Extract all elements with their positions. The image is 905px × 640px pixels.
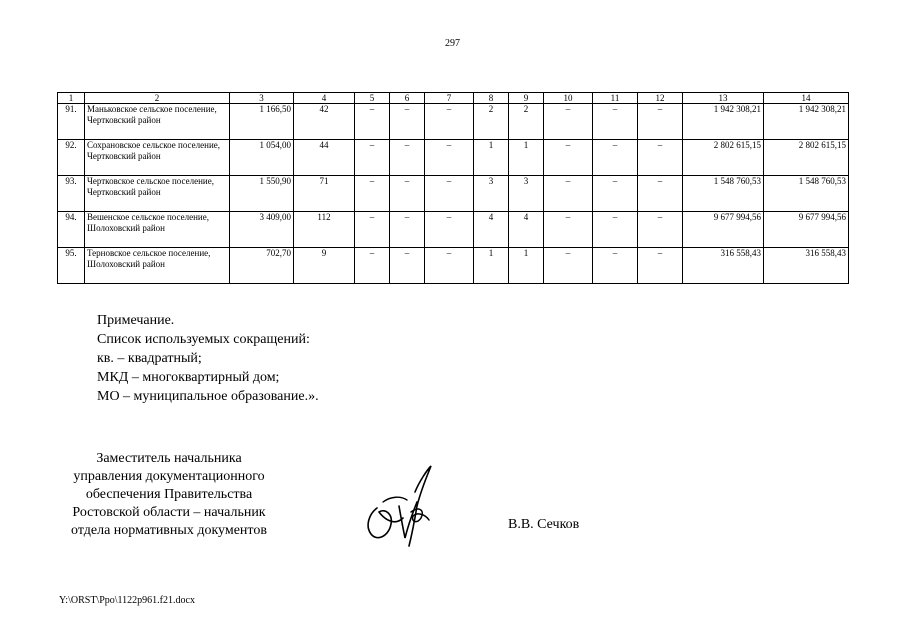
table-cell: 1 [474, 140, 509, 176]
table-row [58, 104, 849, 140]
row-number-cell: 92. [58, 140, 85, 176]
table-cell: 4 [474, 212, 509, 248]
column-number-header: 5 [355, 93, 390, 104]
table-cell: 2 802 615,15 [683, 140, 764, 176]
table-cell: – [593, 104, 638, 140]
table-cell: 1 [509, 140, 544, 176]
table-cell: 2 802 615,15 [764, 140, 849, 176]
table-cell: – [355, 212, 390, 248]
table-cell: 702,70 [230, 248, 294, 284]
table-cell: 1 166,50 [230, 104, 294, 140]
table-cell: – [638, 248, 683, 284]
column-number-header: 10 [544, 93, 593, 104]
registry-table [57, 92, 849, 284]
note-line: кв. – квадратный; [97, 351, 202, 366]
table-row [58, 140, 849, 176]
page-number: 297 [445, 38, 460, 49]
table-cell: – [544, 212, 593, 248]
row-number-cell: 94. [58, 212, 85, 248]
column-number-header: 8 [474, 93, 509, 104]
table-cell: 4 [509, 212, 544, 248]
table-cell: – [355, 248, 390, 284]
table-cell: 112 [294, 212, 355, 248]
table-cell: – [544, 176, 593, 212]
table-cell: – [425, 140, 474, 176]
table-cell: 3 [509, 176, 544, 212]
table-body [58, 104, 849, 284]
table-cell: 71 [294, 176, 355, 212]
table-cell: – [425, 212, 474, 248]
table-cell: – [425, 104, 474, 140]
position-line: управления документационного [73, 469, 265, 484]
table-cell: 1 054,00 [230, 140, 294, 176]
table-cell: – [544, 140, 593, 176]
column-number-header: 12 [638, 93, 683, 104]
note-line: МКД – многоквартирный дом; [97, 370, 280, 385]
table-cell: 316 558,43 [764, 248, 849, 284]
table-cell: – [390, 104, 425, 140]
table-cell: – [638, 212, 683, 248]
settlement-name-cell: Маньковское сельское поселение, Чертковский район [85, 104, 230, 140]
table-cell: 9 [294, 248, 355, 284]
position-line: Ростовской области – начальник [72, 505, 266, 520]
column-number-header: 4 [294, 93, 355, 104]
table-cell: – [593, 176, 638, 212]
column-number-header: 14 [764, 93, 849, 104]
table-cell: 2 [509, 104, 544, 140]
position-line: Заместитель начальника [96, 451, 242, 466]
note-line: Список используемых сокращений: [97, 332, 310, 347]
column-number-header: 11 [593, 93, 638, 104]
table-cell: 1 550,90 [230, 176, 294, 212]
column-number-header: 13 [683, 93, 764, 104]
table-cell: – [638, 176, 683, 212]
position-line: отдела нормативных документов [71, 523, 267, 538]
settlement-name-cell: Сохрановское сельское поселение, Чертковский район [85, 140, 230, 176]
table-cell: 1 942 308,21 [683, 104, 764, 140]
table-cell: 9 677 994,56 [764, 212, 849, 248]
table-cell: 3 [474, 176, 509, 212]
table-cell: – [544, 248, 593, 284]
table-cell: – [355, 176, 390, 212]
table-cell: 1 548 760,53 [683, 176, 764, 212]
table-cell: – [355, 140, 390, 176]
table-cell: – [593, 248, 638, 284]
table-cell: 1 [509, 248, 544, 284]
table-cell: – [638, 140, 683, 176]
column-number-header: 7 [425, 93, 474, 104]
table-cell: 316 558,43 [683, 248, 764, 284]
table-cell: – [593, 140, 638, 176]
table-cell: – [593, 212, 638, 248]
table-cell: – [390, 212, 425, 248]
table-cell: – [425, 248, 474, 284]
column-number-header: 9 [509, 93, 544, 104]
table-cell: 42 [294, 104, 355, 140]
row-number-cell: 93. [58, 176, 85, 212]
table-cell: – [390, 176, 425, 212]
table-cell: 44 [294, 140, 355, 176]
signer-position [56, 450, 282, 540]
position-line: обеспечения Правительства [85, 487, 253, 502]
table-cell: 2 [474, 104, 509, 140]
signer-name: В.В. Сечков [508, 517, 580, 532]
table-row [58, 212, 849, 248]
table-cell: 9 677 994,56 [683, 212, 764, 248]
table-cell: – [425, 176, 474, 212]
row-number-cell: 91. [58, 104, 85, 140]
note-block [97, 311, 319, 406]
column-number-header: 3 [230, 93, 294, 104]
table-cell: – [390, 248, 425, 284]
handwritten-signature [355, 462, 445, 550]
file-path: Y:\ORST\Ppo\1122p961.f21.docx [59, 595, 195, 606]
table-cell: 1 548 760,53 [764, 176, 849, 212]
column-number-header: 1 [58, 93, 85, 104]
settlement-name-cell: Чертковское сельское поселение, Чертковский район [85, 176, 230, 212]
table-cell: – [390, 140, 425, 176]
table-header [58, 93, 849, 104]
table-cell: – [355, 104, 390, 140]
table-cell: 1 [474, 248, 509, 284]
table-cell: – [638, 104, 683, 140]
table-cell: – [544, 104, 593, 140]
column-number-row [58, 93, 849, 104]
row-number-cell: 95. [58, 248, 85, 284]
table-row [58, 248, 849, 284]
settlement-name-cell: Вешенское сельское поселение, Шолоховский район [85, 212, 230, 248]
table-cell: 1 942 308,21 [764, 104, 849, 140]
column-number-header: 2 [85, 93, 230, 104]
settlement-name-cell: Терновское сельское поселение, Шолоховский район [85, 248, 230, 284]
table-cell: 3 409,00 [230, 212, 294, 248]
note-title: Примечание. [97, 313, 175, 328]
table-row [58, 176, 849, 212]
column-number-header: 6 [390, 93, 425, 104]
note-line: МО – муниципальное образование.». [97, 389, 319, 404]
